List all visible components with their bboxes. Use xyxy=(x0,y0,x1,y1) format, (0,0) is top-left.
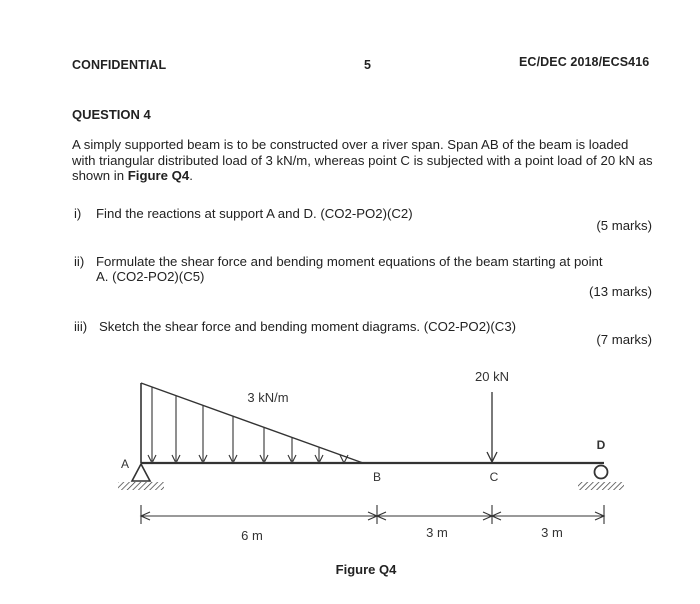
part-iii-marks: (7 marks) xyxy=(596,332,652,347)
dimension-ab-label: 6 m xyxy=(241,528,263,543)
dimension-cd-label: 3 m xyxy=(541,525,563,540)
question-intro-text: A simply supported beam is to be constructed over a river span. Span AB of the beam is loaded with triangular distributed load of 3 kN/m, whereas point C is subjected with a point load of 20 kN as shown in xyxy=(72,137,653,183)
header-confidential: CONFIDENTIAL xyxy=(72,58,167,72)
figure-reference: Figure Q4 xyxy=(127,168,190,183)
part-iii-text: Sketch the shear force and bending moment diagrams. (CO2-PO2)(C3) xyxy=(99,319,517,334)
point-a-label: A xyxy=(121,457,130,471)
point-b-label: B xyxy=(372,470,382,484)
part-ii-text-line1: Formulate the shear force and bending moment equations of the beam starting at point xyxy=(96,254,603,269)
part-i-label: i) xyxy=(74,206,82,221)
dimension-bc-label: 3 m xyxy=(426,525,448,540)
question-intro-end: . xyxy=(189,168,193,183)
question-title: QUESTION 4 xyxy=(72,107,151,122)
part-i-text: Find the reactions at support A and D. (CO2-PO2)(C2) xyxy=(96,206,413,221)
point-d-label: D xyxy=(596,438,606,452)
part-ii-marks: (13 marks) xyxy=(588,284,652,299)
part-i-marks: (5 marks) xyxy=(596,218,652,233)
page-number: 5 xyxy=(364,58,372,72)
dimension-line xyxy=(141,505,604,524)
support-d-roller xyxy=(578,466,624,491)
distributed-load-label: 3 kN/m xyxy=(247,390,289,405)
point-load-arrow xyxy=(487,392,497,462)
part-ii-text-line2: A. (CO2-PO2)(C5) xyxy=(96,269,205,284)
point-c-label: C xyxy=(489,470,499,484)
figure-caption: Figure Q4 xyxy=(335,562,397,577)
point-load-label: 20 kN xyxy=(475,369,509,384)
part-ii-label: ii) xyxy=(74,254,85,269)
header-course-code: EC/DEC 2018/ECS416 xyxy=(519,55,650,69)
part-iii-label: iii) xyxy=(74,319,88,334)
